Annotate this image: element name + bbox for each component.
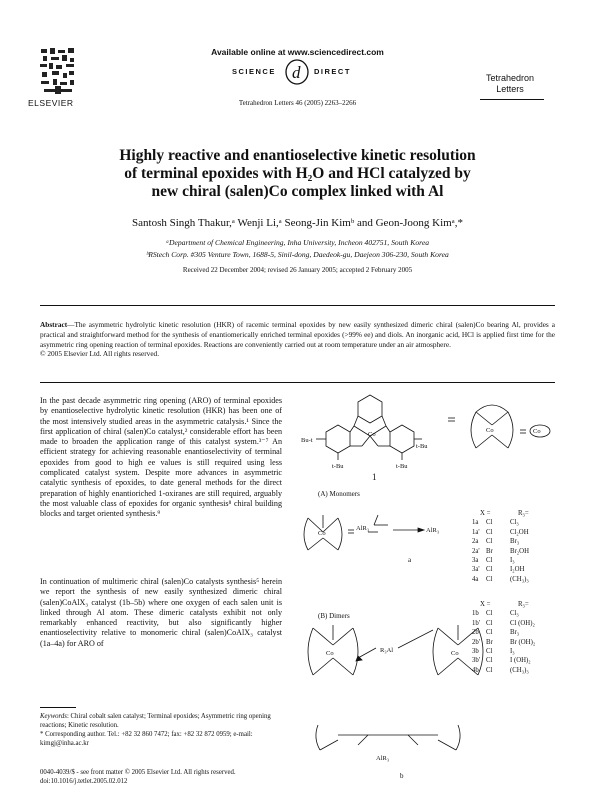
table-a-cell: 1a' <box>472 528 480 536</box>
table-b-cell: Cl <box>486 619 493 627</box>
body-paragraph-1: In the past decade asymmetric ring opening (ARO) of terminal epoxides by enantioselective hydrolytic kinetic resolution (HKR) has been one of the most intensively studied areas in the asymmetric catalysis.¹ Since the first application of chiral (salen)Co catalyst,² considerable effort has been made to broaden the application range of this catalyst system.³⁻⁷ An efficient strategy for achieving reasonable enantioselectivity of terminal epoxides from good to high ee values is still required using less complicated catalyst system. Despite more advances in asymmetric catalytic synthesis of epoxides, to date general methods for the direct preparation of highly enantioriched 1-oxiranes are still required, arguably the most valuable class of epoxides for organic synthesis⁸ chiral building blocks and target oriented synthesis.⁹ <box>40 396 282 519</box>
table-b-cell: 1b <box>472 610 479 618</box>
abstract-bottom-rule <box>40 382 555 383</box>
dimer-r3al: R₃Al <box>380 647 394 654</box>
table-a-row <box>472 537 552 546</box>
dimer-alr3: AlR₃ <box>376 755 390 762</box>
compound-number: 1 <box>372 472 377 482</box>
table-b-cell: Cl (OH)₂ <box>510 619 535 627</box>
journal-name-line1: Tetrahedron <box>485 73 535 83</box>
phenyl-ring-right <box>390 425 414 453</box>
table-a-cell: Cl <box>486 575 493 583</box>
table-a-cell: 3a' <box>472 566 480 574</box>
scheme-bu-right: t-Bu <box>416 443 428 450</box>
table-b-cell: Br₃ <box>510 629 520 637</box>
table-b-header <box>472 600 552 609</box>
table-b-row <box>472 656 552 665</box>
table-a-row <box>472 556 552 565</box>
table-a-cell: Cl₃ <box>510 519 519 527</box>
table-b-cell: 3b' <box>472 657 481 665</box>
table-a-cell: I₂OH <box>510 566 525 574</box>
table-b-cell: 2b' <box>472 638 481 646</box>
table-b-rows <box>472 609 552 675</box>
table-a-cell: Br₃ <box>510 538 520 546</box>
table-b-row <box>472 647 552 656</box>
dimers-label: (B) Dimers <box>318 612 350 620</box>
table-a <box>472 509 552 584</box>
table-b-cell: Cl <box>486 657 493 665</box>
abstract-top-rule <box>40 305 555 306</box>
monomers-label: (A) Monomers <box>318 490 360 498</box>
table-a-cell: Cl₂OH <box>510 528 529 536</box>
affiliation-b: ᵇRStech Corp. #305 Venture Town, 1688-5, Sinil-dong, Daedeok-gu, Daejeon 306-230, South Korea <box>146 250 449 259</box>
scheme-co-center: Co <box>368 431 376 438</box>
scheme-co-oval: Co <box>533 428 541 435</box>
table-a-cell: 1a <box>472 519 479 527</box>
body-paragraph-2: In continuation of multimeric chiral (salen)Co catalysts synthesis⁵ herein we report the synthesis of new easily synthesized dimeric chiral (salen)CoAlX₃ catalyst (1b–5b) where one oxygen of each salen unit is linked through Al atom. These dimeric catalysts exhibit not only remarkably enhanced reactivity, but also significantly higher enantioselectivity relative to monomeric chiral (salen)CoAlX₃ catalyst (1a–4a) for ARO of <box>40 577 282 648</box>
monomer-co: Co <box>318 530 326 537</box>
svg-text:d: d <box>292 63 301 82</box>
sciencedirect-d-icon <box>284 58 310 86</box>
table-b-row <box>472 619 552 628</box>
corresponding-author: * Corresponding author. Tel.: +82 32 860 7472; fax: +82 32 872 0959; e-mail: kimgj@inha.ac.kr <box>40 731 253 747</box>
table-b-cell: 3b <box>472 648 479 656</box>
table-a-cell: Cl <box>486 566 493 574</box>
journal-rule <box>480 99 544 100</box>
title-line3: new chiral (salen)Co complex linked with Al <box>151 183 444 200</box>
table-b-cell: Br <box>486 638 493 646</box>
table-a-header-x: X = <box>480 510 491 517</box>
label-a: a <box>408 556 412 564</box>
table-b-cell: Br (OH)₂ <box>510 638 536 646</box>
table-a-cell: I₃ <box>510 557 515 565</box>
table-b-cell: 4b <box>472 666 479 674</box>
table-a-cell: Cl <box>486 528 493 536</box>
scheme-co-simplified: Co <box>486 427 494 434</box>
dimer-co-right: Co <box>451 650 459 657</box>
received-dates: Received 22 December 2004; revised 26 January 2005; accepted 2 February 2005 <box>182 266 413 274</box>
journal-name <box>474 73 546 95</box>
table-a-row <box>472 565 552 574</box>
title-line1: Highly reactive and enantioselective kinetic resolution <box>119 147 476 164</box>
sd-right: DIRECT <box>314 67 351 76</box>
sd-left: SCIENCE <box>232 67 276 76</box>
footer-line1: 0040-4039/$ - see front matter © 2005 Elsevier Ltd. All rights reserved. <box>40 769 236 776</box>
authors: Santosh Singh Thakur,ᵃ Wenji Li,ᵃ Seong-Jin Kimᵇ and Geon-Joong Kimᵃ,* <box>132 217 463 229</box>
table-a-row <box>472 528 552 537</box>
table-b-row <box>472 609 552 618</box>
keywords-text: : Chiral cobalt salen catalyst; Terminal epoxides; Asymmetric ring opening reactions; Kinetic resolution. <box>40 713 271 729</box>
table-b-row <box>472 666 552 675</box>
table-a-header <box>472 509 552 518</box>
table-b-cell: Cl₃ <box>510 610 519 618</box>
table-b-header-r: R₃= <box>518 601 529 608</box>
table-a-row <box>472 518 552 527</box>
table-a-rows <box>472 518 552 584</box>
table-a-cell: Cl <box>486 519 493 527</box>
table-a-cell: 2a <box>472 538 479 546</box>
table-a-row <box>472 547 552 556</box>
footer <box>40 768 340 786</box>
table-b <box>472 600 552 675</box>
abstract-label: Abstract <box>40 320 68 329</box>
keywords-label: Keywords <box>40 713 67 720</box>
abstract <box>40 320 555 359</box>
table-b-cell: Cl <box>486 648 493 656</box>
article-title <box>40 147 555 201</box>
monomer-alr3-a: AlR₃ <box>356 525 370 532</box>
table-b-cell: Cl <box>486 629 493 637</box>
table-a-cell: 2a' <box>472 547 480 555</box>
table-b-cell: Cl <box>486 610 493 618</box>
keywords <box>40 712 282 748</box>
dimer-co-left: Co <box>326 650 334 657</box>
sciencedirect-logo <box>200 58 395 86</box>
affiliation-a: ᵃDepartment of Chemical Engineering, Inha University, Incheon 402751, South Korea <box>166 238 429 247</box>
table-b-cell: (CH₃)₃ <box>510 666 529 674</box>
abstract-copyright: © 2005 Elsevier Ltd. All rights reserved. <box>40 349 160 359</box>
footnote-rule <box>40 707 76 708</box>
table-a-cell: Cl <box>486 538 493 546</box>
journal-name-line2: Letters <box>496 84 524 94</box>
abstract-text: —The asymmetric hydrolytic kinetic resolution (HKR) of racemic terminal epoxides by new easily synthesized dimeric chiral (salen)Co bearing Al, provides a practical and straightforward method for the synthesis of enantiomerically enriched terminal epoxides (>99% ee) and diols. An inorganic acid, HCl is applied first time for the asymmetric ring opening reaction of terminal epoxides. Reactions are conveniently carried out at room temperature under an air atmosphere. <box>40 320 555 349</box>
table-b-cell: 2b <box>472 629 479 637</box>
available-online: Available online at www.sciencedirect.com <box>211 47 384 57</box>
phenyl-ring-left <box>326 425 350 453</box>
table-a-cell: (CH₃)₃ <box>510 575 529 583</box>
scheme-bu-left: Bu-t <box>301 437 313 444</box>
title-line2: of terminal epoxides with H₂O and HCl catalyzed by <box>124 165 471 182</box>
table-b-header-x: X = <box>480 601 491 608</box>
table-a-cell: 3a <box>472 557 479 565</box>
label-b: b <box>400 772 404 780</box>
table-a-header-r: R₃= <box>518 510 529 517</box>
table-a-cell: Br₂OH <box>510 547 529 555</box>
table-b-cell: I₃ <box>510 648 515 656</box>
table-a-cell: Cl <box>486 557 493 565</box>
footer-line2: doi:10.1016/j.tetlet.2005.02.012 <box>40 778 128 785</box>
scheme-bu-bottom-right: t-Bu <box>396 463 408 470</box>
table-b-cell: I (OH)₂ <box>510 657 531 665</box>
chemical-scheme-figure <box>298 390 560 790</box>
table-b-cell: Cl <box>486 666 493 674</box>
table-a-cell: Br <box>486 547 493 555</box>
monomer-alr3-b: AlR₃ <box>426 527 440 534</box>
scheme-bu-bottom-left: t-Bu <box>332 463 344 470</box>
journal-citation: Tetrahedron Letters 46 (2005) 2263–2266 <box>238 99 357 107</box>
table-a-row <box>472 575 552 584</box>
cyclohexane-ring <box>358 395 382 423</box>
table-a-cell: 4a <box>472 575 479 583</box>
elsevier-logo-text: ELSEVIER <box>28 98 74 108</box>
table-b-cell: 1b' <box>472 619 481 627</box>
table-b-row <box>472 628 552 637</box>
table-b-row <box>472 638 552 647</box>
